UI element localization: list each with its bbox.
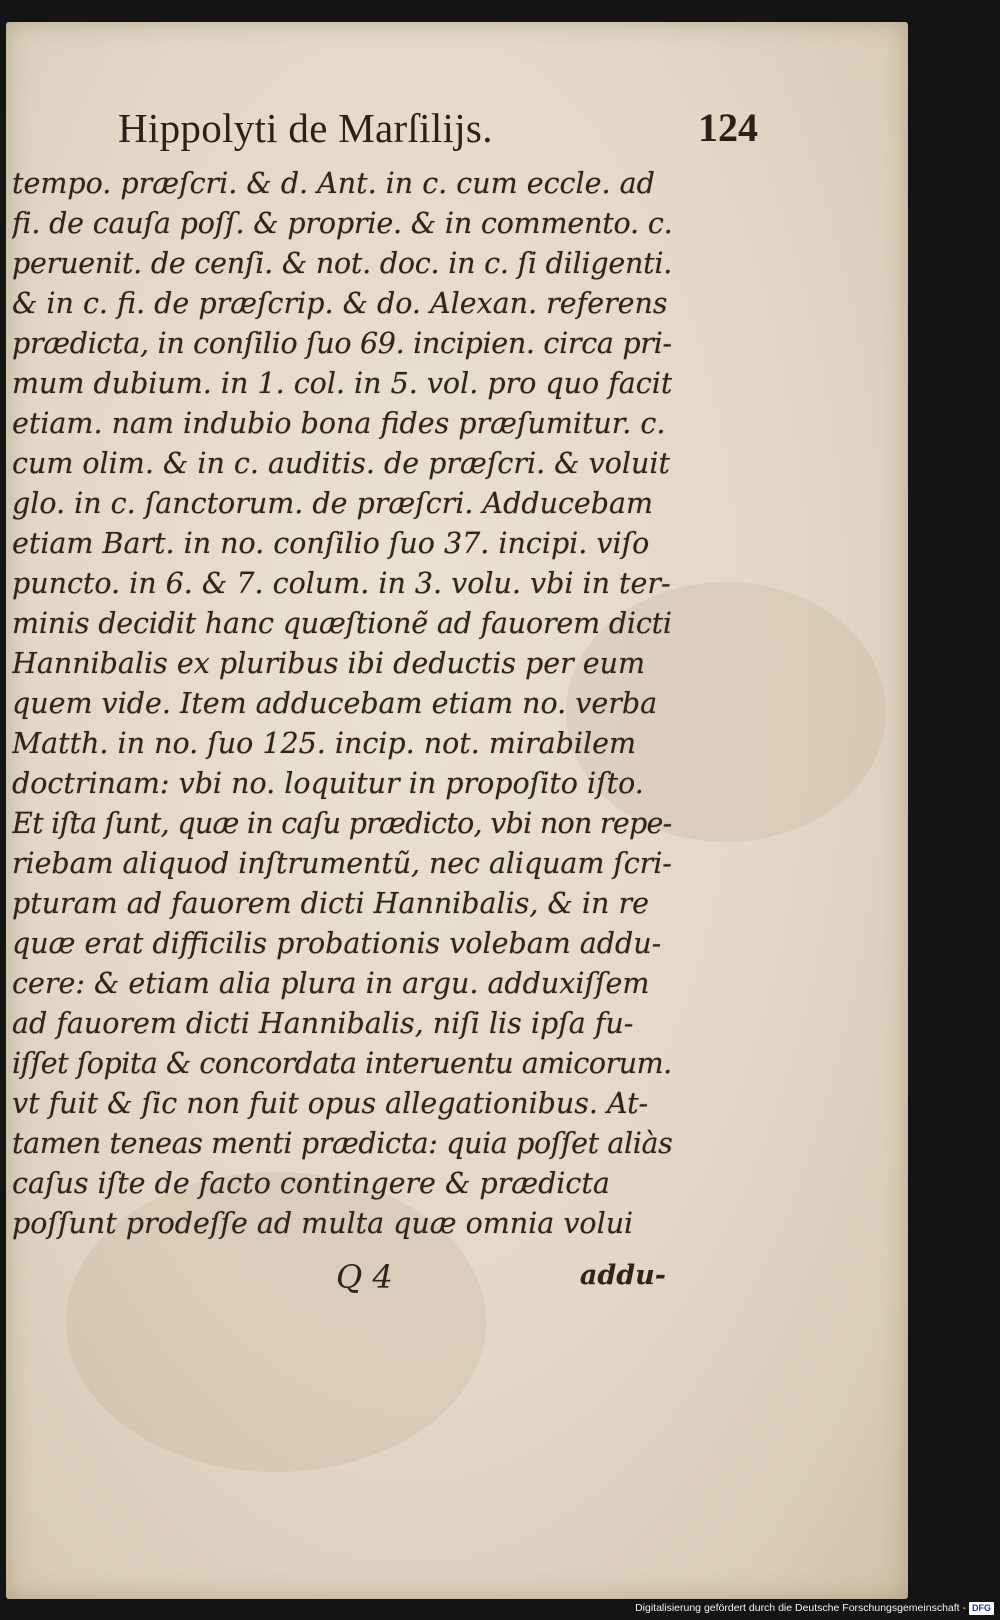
text-line: caſus iſte de facto contingere & prædicta (12, 1167, 610, 1200)
catchword: addu- (579, 1260, 666, 1291)
text-line: ad fauorem dicti Hannibalis, niſi lis ipſa fu- (12, 1007, 634, 1040)
text-line: mum dubium. in 1. col. in 5. vol. pro quo facit (12, 367, 672, 400)
text-line: quæ erat difficilis probationis volebam addu- (12, 927, 662, 960)
text-line: puncto. in 6. & 7. colum. in 3. volu. vbi in ter- (12, 567, 671, 600)
credit-text: Digitalisierung gefördert durch die Deutsche Forschungsgemeinschaft - (635, 1602, 966, 1614)
page-number: 124 (698, 105, 758, 150)
text-line: tempo. præſcri. & d. Ant. in c. cum eccle. ad (12, 167, 655, 200)
page-footer (336, 1258, 666, 1302)
running-title: Hippolyti de Marſilijs. (118, 105, 493, 151)
text-line: Matth. in no. ſuo 125. incip. not. mirabilem (12, 727, 636, 760)
text-line: doctrinam: vbi no. loquitur in propoſito iſto. (12, 767, 644, 800)
text-line: quem vide. Item adducebam etiam no. verba (12, 687, 658, 720)
page-header (118, 104, 758, 160)
text-line: fi. de cauſa poſſ. & proprie. & in commento. c. (12, 207, 672, 240)
text-line: prædicta, in conſilio ſuo 69. incipien. circa pri- (12, 327, 672, 360)
digitization-credit (635, 1600, 994, 1616)
text-line: cum olim. & in c. auditis. de præſcri. & voluit (12, 447, 670, 480)
text-line: riebam aliquod inſtrumentũ, nec aliquam ſcri- (12, 847, 672, 880)
text-line: etiam. nam indubio bona fides præſumitur. c. (12, 407, 666, 440)
text-line: glo. in c. ſanctorum. de præſcri. Adducebam (12, 487, 654, 520)
text-line: cere: & etiam alia plura in argu. adduxiſſem (12, 967, 650, 1000)
text-line: tamen teneas menti prædicta: quia poſſet aliàs (12, 1127, 672, 1160)
text-line: Hannibalis ex pluribus ibi deductis per eum (12, 647, 646, 680)
text-line: pturam ad fauorem dicti Hannibalis, & in re (12, 887, 649, 920)
text-line: iſſet ſopita & concordata interuentu amicorum. (12, 1047, 672, 1080)
text-line: etiam Bart. in no. conſilio ſuo 37. incipi. viſo (12, 527, 650, 560)
book-page (6, 22, 908, 1599)
text-line: peruenit. de cenſi. & not. doc. in c. ſi diligenti. (12, 247, 672, 280)
text-line: minis decidit hanc quæſtionẽ ad fauorem dicti (12, 607, 672, 640)
text-line: vt fuit & ſic non fuit opus allegationibus. At- (12, 1087, 649, 1120)
text-line: poſſunt prodeſſe ad multa quæ omnia volui (12, 1207, 634, 1240)
text-line: Et iſta ſunt, quæ in caſu prædicto, vbi non repe- (12, 807, 672, 840)
text-line: & in c. fi. de præſcrip. & do. Alexan. referens (12, 287, 668, 320)
signature-mark: Q 4 (336, 1258, 393, 1296)
dfg-logo-icon: DFG (969, 1602, 994, 1615)
body-text (12, 164, 672, 1244)
